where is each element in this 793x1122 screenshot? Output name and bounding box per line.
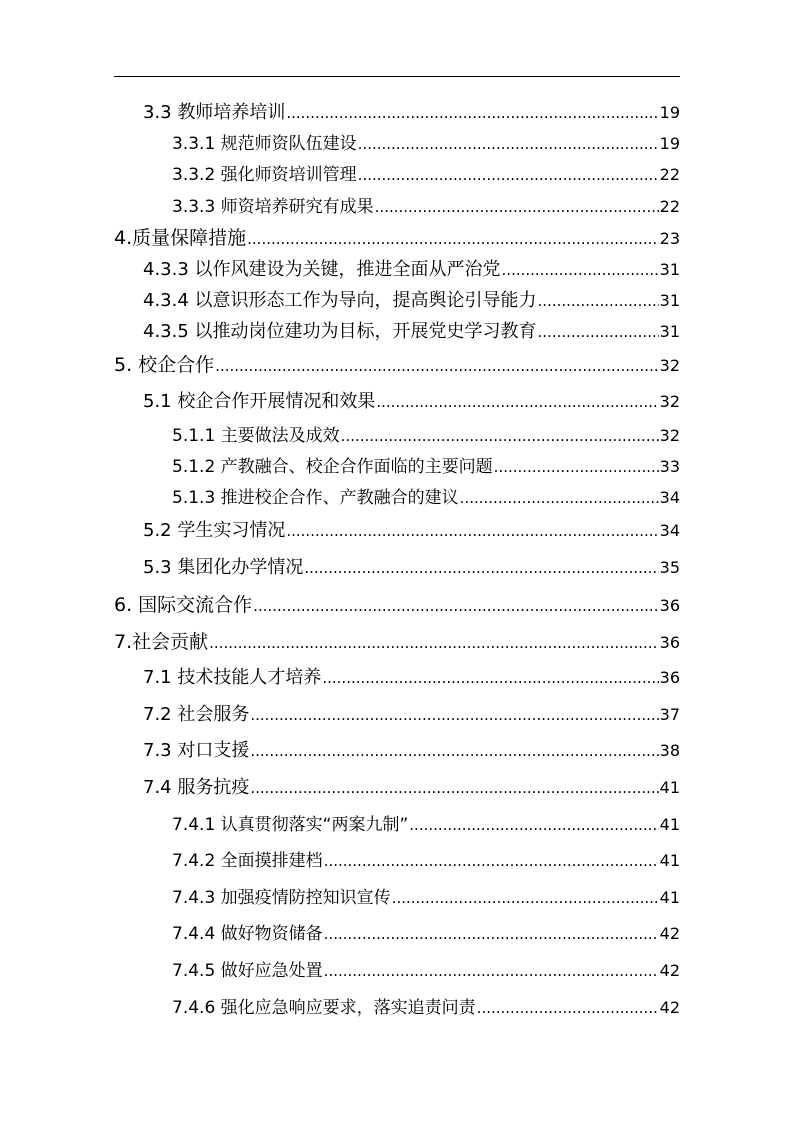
toc-entry-title: 4.3.4 以意识形态工作为导向，提高舆论引导能力 — [143, 290, 537, 311]
toc-entry-page: 42 — [659, 961, 680, 980]
toc-entry-page: 33 — [659, 457, 680, 476]
toc-entry-page: 41 — [659, 815, 680, 834]
toc-entry-page: 37 — [659, 705, 680, 724]
toc-entry-page: 31 — [659, 322, 680, 341]
toc-entry[interactable] — [172, 993, 680, 1018]
toc-entry-page: 32 — [659, 426, 680, 445]
toc-entry[interactable] — [143, 255, 680, 281]
toc-entry-title: 7.4.5 做好应急处置 — [172, 961, 323, 981]
toc-entry-title: 7.2 社会服务 — [143, 704, 250, 725]
toc-entry[interactable] — [172, 452, 680, 477]
toc-entry-page: 32 — [659, 392, 680, 411]
toc-entry[interactable] — [172, 129, 680, 154]
toc-entry-page: 19 — [659, 134, 680, 153]
dot-leader — [375, 198, 659, 216]
toc-entry-title: 7.4.6 强化应急响应要求，落实追责问责 — [172, 998, 476, 1018]
toc-entry[interactable] — [114, 223, 680, 250]
dot-leader — [324, 962, 659, 980]
toc-entry[interactable] — [172, 846, 680, 871]
dot-leader — [494, 458, 659, 476]
toc-entry-page: 41 — [659, 888, 680, 907]
toc-entry-page: 34 — [659, 521, 680, 540]
toc-entry-title: 5.1.3 推进校企合作、产教融合的建议 — [172, 488, 459, 508]
toc-entry-title: 7.社会贡献 — [114, 631, 209, 653]
dot-leader — [538, 292, 659, 310]
toc-entry[interactable] — [143, 516, 680, 542]
toc-entry-title: 7.3 对口支援 — [143, 740, 250, 761]
dot-leader — [502, 261, 659, 279]
dot-leader — [324, 925, 659, 943]
toc-entry-page: 36 — [659, 668, 680, 687]
dot-leader — [341, 427, 659, 445]
toc-entry-page: 32 — [659, 356, 680, 375]
dot-leader — [324, 852, 659, 870]
dot-leader — [358, 166, 659, 184]
toc-entry[interactable] — [143, 700, 680, 726]
toc-entry[interactable] — [172, 810, 680, 835]
toc-entry-page: 36 — [659, 596, 680, 615]
toc-entry[interactable] — [172, 160, 680, 185]
toc-entry-page: 41 — [659, 851, 680, 870]
dot-leader — [286, 522, 658, 540]
toc-entry[interactable] — [143, 553, 680, 579]
dot-leader — [250, 779, 658, 797]
toc-entry-title: 3.3.1 规范师资队伍建设 — [172, 134, 357, 154]
dot-leader — [304, 559, 658, 577]
toc-entry-page: 23 — [659, 229, 680, 248]
dot-leader — [460, 489, 659, 507]
toc-entry[interactable] — [172, 421, 680, 446]
toc-entry-title: 5.1.1 主要做法及成效 — [172, 426, 340, 446]
dot-leader — [358, 135, 659, 153]
toc-entry-title: 6. 国际交流合作 — [114, 594, 253, 616]
toc-entry-page: 36 — [659, 633, 680, 652]
dot-leader — [253, 597, 658, 615]
toc-entry-page: 22 — [659, 165, 680, 184]
toc-entry-title: 4.质量保障措施 — [114, 227, 247, 249]
toc-entry-title: 3.3.2 强化师资培训管理 — [172, 165, 357, 185]
dot-leader — [409, 816, 658, 834]
toc-entry[interactable] — [172, 883, 680, 908]
toc-entry-title: 7.1 技术技能人才培养 — [143, 667, 322, 688]
toc-entry-title: 4.3.5 以推动岗位建功为目标，开展党史学习教育 — [143, 321, 537, 342]
toc-entry-title: 7.4.1 认真贯彻落实“两案九制” — [172, 815, 409, 835]
toc-entry-page: 35 — [659, 558, 680, 577]
dot-leader — [538, 323, 659, 341]
toc-entry-page: 38 — [659, 741, 680, 760]
toc-entry-page: 31 — [659, 291, 680, 310]
toc-entry-title: 7.4.4 做好物资储备 — [172, 924, 323, 944]
toc-entry[interactable] — [114, 627, 680, 654]
toc-entry[interactable] — [143, 317, 680, 343]
toc-entry-title: 5.2 学生实习情况 — [143, 520, 286, 541]
toc-entry-page: 22 — [659, 197, 680, 216]
toc-entry[interactable] — [143, 98, 680, 124]
toc-entry[interactable] — [114, 350, 680, 377]
toc-entry-page: 42 — [659, 924, 680, 943]
dot-leader — [286, 104, 658, 122]
toc-entry[interactable] — [143, 387, 680, 413]
dot-leader — [477, 999, 659, 1017]
dot-leader — [209, 634, 659, 652]
toc-entry-title: 7.4.3 加强疫情防控知识宣传 — [172, 888, 391, 908]
toc-entry-page: 19 — [659, 103, 680, 122]
toc-entry[interactable] — [172, 919, 680, 944]
toc-entry[interactable] — [172, 192, 680, 217]
dot-leader — [247, 230, 659, 248]
dot-leader — [250, 742, 658, 760]
toc-entry[interactable] — [143, 286, 680, 312]
toc-entry-page: 42 — [659, 998, 680, 1017]
toc-entry[interactable] — [172, 483, 680, 508]
toc-entry[interactable] — [143, 663, 680, 689]
dot-leader — [322, 669, 658, 687]
toc-entry-title: 3.3.3 师资培养研究有成果 — [172, 197, 374, 217]
toc-entry-title: 5.1.2 产教融合、校企合作面临的主要问题 — [172, 457, 493, 477]
toc-entry-title: 5. 校企合作 — [114, 354, 215, 376]
toc-entry[interactable] — [143, 773, 680, 799]
toc-entry-title: 4.3.3 以作风建设为关键，推进全面从严治党 — [143, 259, 501, 280]
toc-entry-title: 7.4.2 全面摸排建档 — [172, 851, 323, 871]
toc-entry-title: 7.4 服务抗疫 — [143, 777, 250, 798]
toc-entry-title: 5.3 集团化办学情况 — [143, 557, 304, 578]
toc-entry[interactable] — [114, 590, 680, 617]
dot-leader — [250, 706, 658, 724]
toc-entry-title: 3.3 教师培养培训 — [143, 102, 286, 123]
toc-entry[interactable] — [143, 736, 680, 762]
toc-entry-page: 34 — [659, 488, 680, 507]
dot-leader — [215, 357, 658, 375]
toc-entry[interactable] — [172, 956, 680, 981]
dot-leader — [392, 889, 659, 907]
dot-leader — [376, 393, 658, 411]
toc-entry-title: 5.1 校企合作开展情况和效果 — [143, 391, 376, 412]
toc-entry-page: 41 — [659, 778, 680, 797]
toc-entry-page: 31 — [659, 260, 680, 279]
